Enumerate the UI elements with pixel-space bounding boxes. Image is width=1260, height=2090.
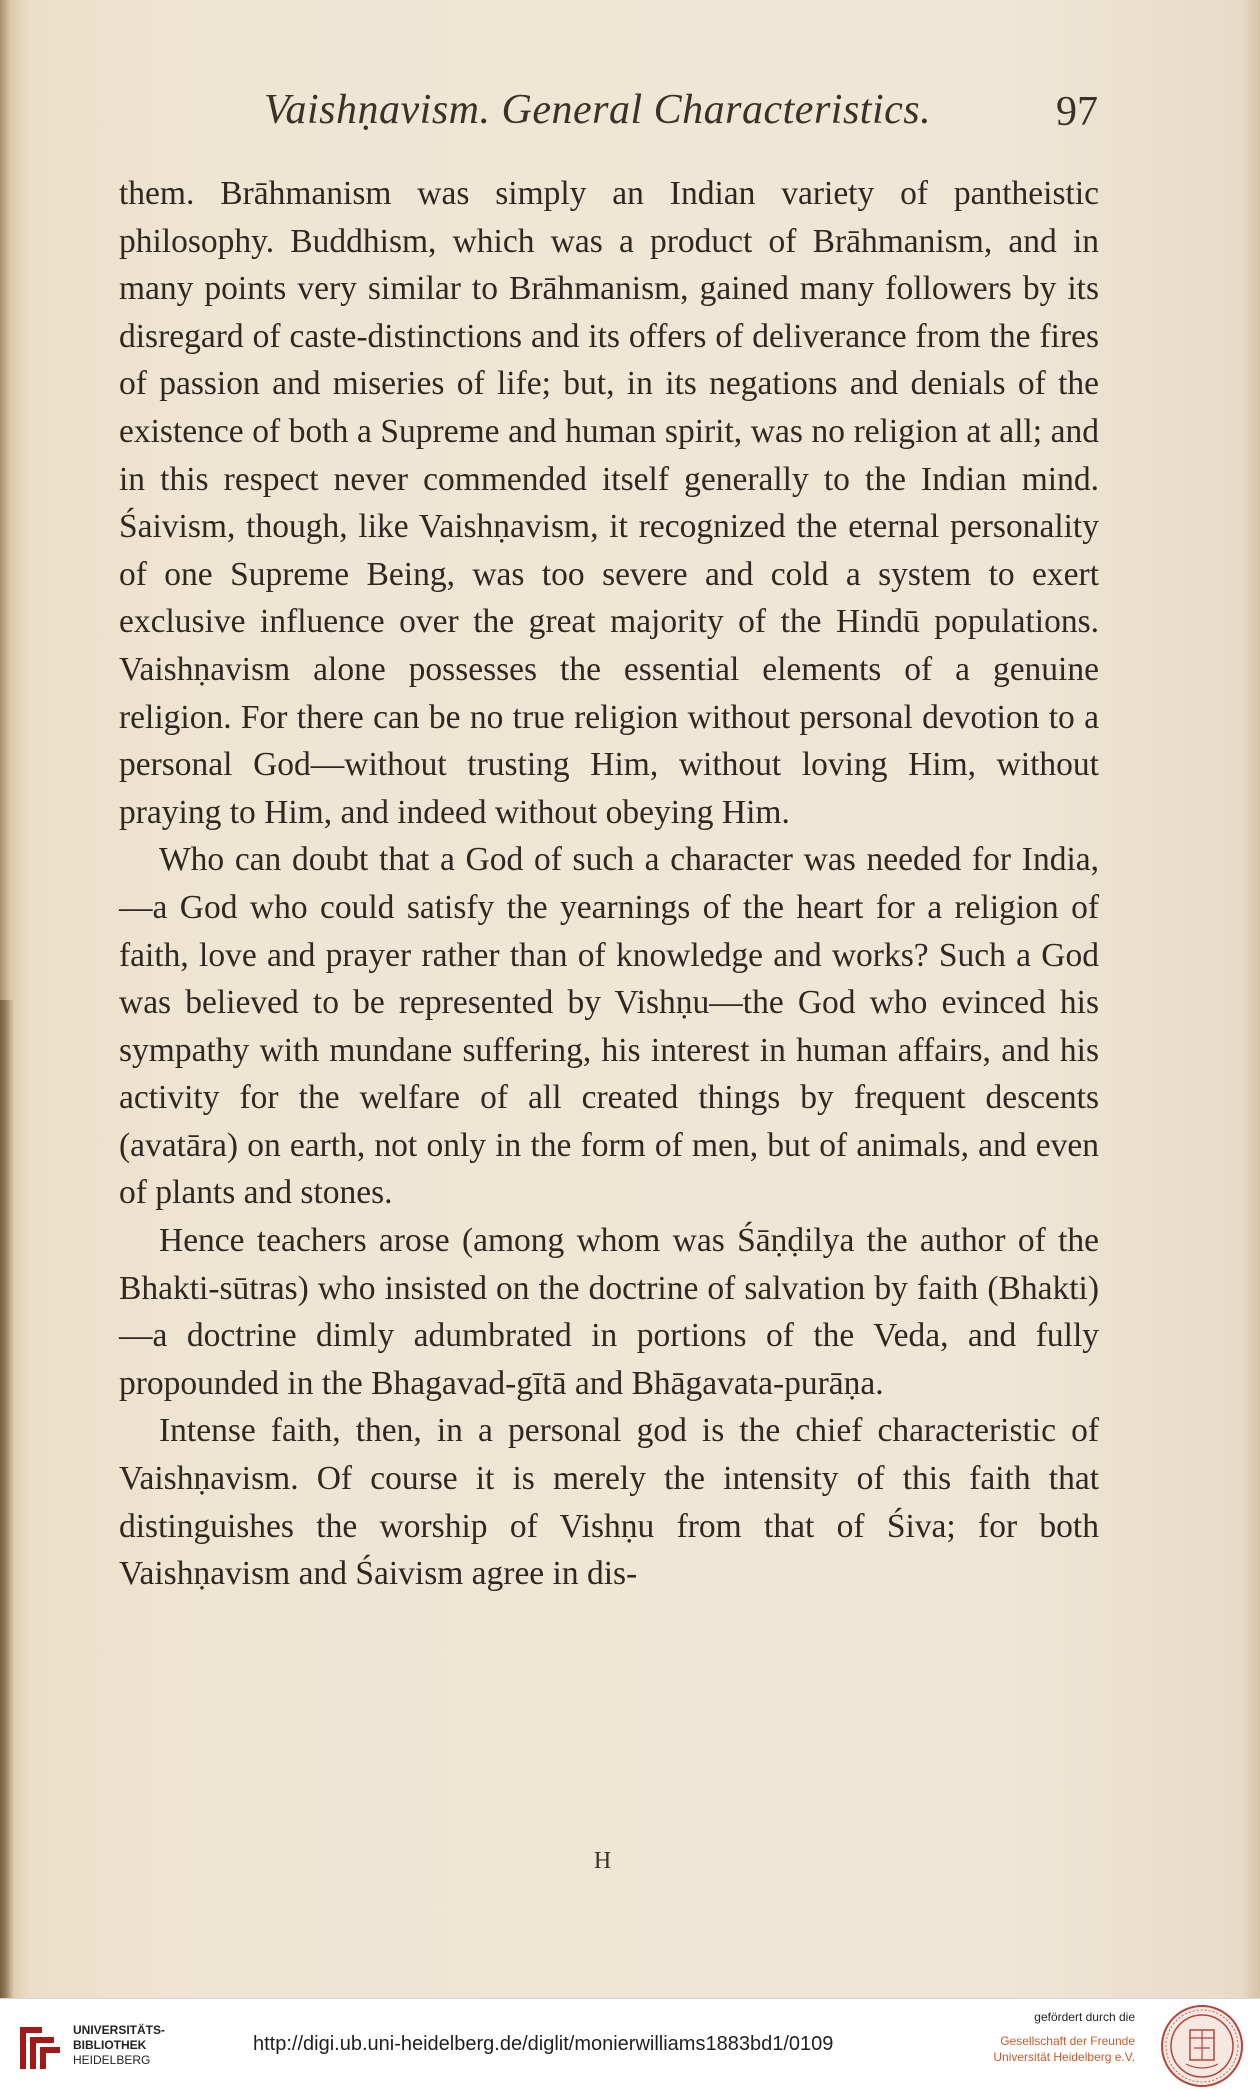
running-head <box>120 86 1100 142</box>
library-logo-icon <box>14 2019 64 2075</box>
library-name-line-3: HEIDELBERG <box>73 2053 151 2067</box>
sponsor-line-1: gefördert durch die <box>1034 2010 1135 2024</box>
signature-mark: H <box>593 1848 612 1874</box>
sponsor-line-3: Universität Heidelberg e.V. <box>993 2050 1135 2064</box>
paragraph-4: Intense faith, then, in a personal god is the chief characteristic of Vaishṇavism. Of course it is merely the intensity of this faith that distinguishes the worship of Vishṇu from that of Śiva; for both Vaishṇavism and Śaivism agree in dis- <box>119 1412 1099 1593</box>
digitization-footer <box>0 1998 1260 2090</box>
library-name-line-2: BIBLIOTHEK <box>73 2038 147 2052</box>
sponsor-note <box>970 2009 1135 2065</box>
paragraph-3: Hence teachers arose (among whom was Śāṇḍilya the author of the Bhakti-sūtras) who insisted on the doctrine of salvation by faith (Bhakti)—a doctrine dimly adumbrated in portions of the Veda, and fully propounded in the Bhagavad-gītā and Bhāgavata-purāṇa. <box>119 1222 1099 1402</box>
running-title: Vaishṇavism. General Characteristics. <box>264 87 932 133</box>
paragraph-2: Who can doubt that a God of such a character was needed for India,—a God who could satisfy the yearnings of the heart for a religion of faith, love and prayer rather than of knowledge and works? Such a God was believed to be represented by Vishṇu—the God who evinced his sympathy with mundane suffering, his interest in human affairs, and his activity for the welfare of all created things by frequent descents (avatāra) on earth, not only in the form of men, but of animals, and even of plants and stones. <box>119 841 1099 1212</box>
library-name <box>73 2023 165 2068</box>
paragraph-1: them. Brāhmanism was simply an Indian variety of pantheistic philosophy. Buddhism, which was a product of Brāhmanism, and in many points very similar to Brāhmanism, gained many followers by its disregard of caste-distinctions and its offers of deliverance from the fires of passion and miseries of life; but, in its negations and denials of the existence of both a Supreme and human spirit, was no religion at all; and in this respect never commended itself generally to the Indian mind. Śaivism, though, like Vaishṇavism, it recognized the eternal personality of one Supreme Being, was too severe and cold a system to exert exclusive influence over the great majority of the Hindū populations. Vaishṇavism alone possesses the essential elements of a genuine religion. For there can be no true religion without personal devotion to a personal God—without trusting Him, without loving Him, without praying to Him, and indeed without obeying Him. <box>119 175 1099 831</box>
sponsor-line-2: Gesellschaft der Freunde <box>1000 2034 1135 2048</box>
library-name-line-1: UNIVERSITÄTS- <box>73 2023 166 2037</box>
permalink-url[interactable]: http://digi.ub.uni-heidelberg.de/diglit/monierwilliams1883bd1/0109 <box>253 2033 834 2055</box>
university-seal-icon <box>1160 2004 1244 2088</box>
body-text <box>119 170 1099 1598</box>
page-number: 97 <box>1056 89 1098 135</box>
